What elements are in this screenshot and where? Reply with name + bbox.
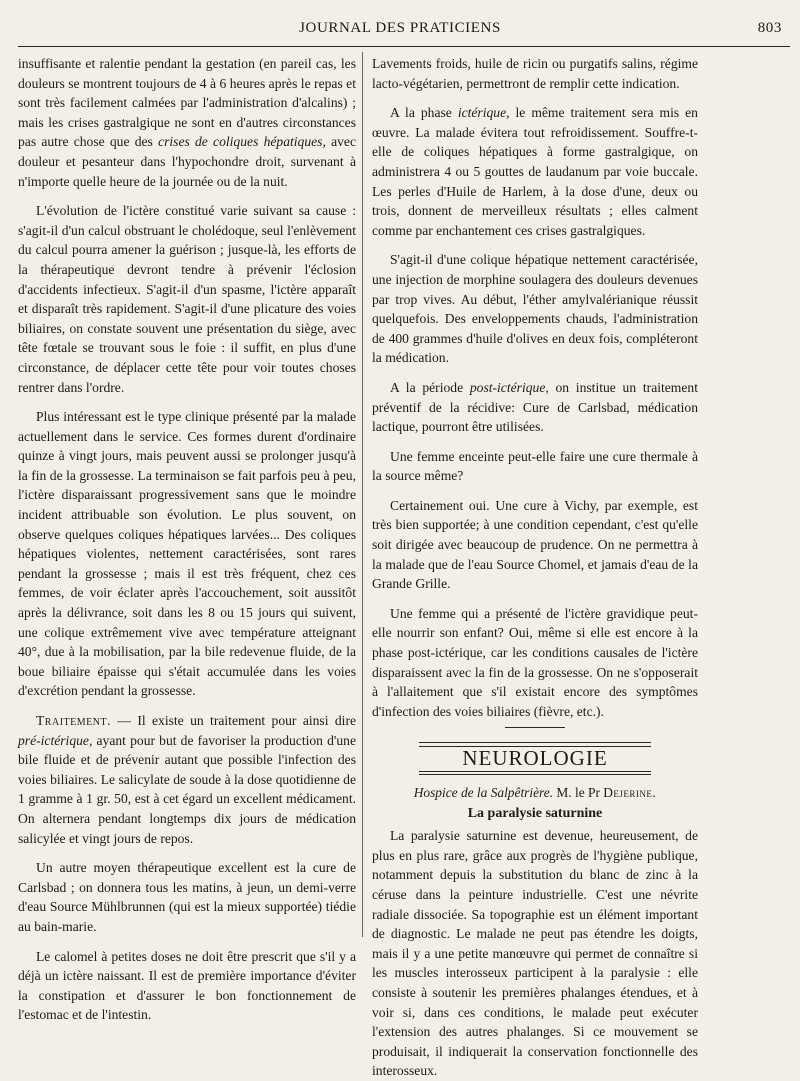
- right-column: [372, 54, 698, 1081]
- article-title: La paralysie saturnine: [467, 805, 603, 821]
- treatment-paragraph: Traitement. — Il existe un traitement pour ainsi dire pré-ictérique, ayant pour but de favoriser la production d'une bile fluide et de prévenir autant que possible l'infection des voies biliaires. Le salicylate de soude à la dose quotidienne de 1 gramme à 1 gr. 50, est à cet égard un excellent médicament. On alternera pendant longtemps dix jours de médication salicylée et vingt jours de repos.: [18, 713, 356, 846]
- paragraph: A la période post-ictérique, on institue un traitement préventif de la récidive: Cure de Carlsbad, médication lactique, pourront être utilisées.: [372, 379, 698, 435]
- running-header: [0, 18, 800, 46]
- journal-title: JOURNAL DES PRATICIENS: [299, 20, 501, 36]
- paragraph: Plus intéressant est le type clinique présenté par la malade actuellement dans le service. Ces formes durent d'ordinaire quinze à vingt jours, mais peuvent aussi se prolonger jusqu'à la fin de la grossesse. La terminaison se fait parfois peu à peu, l'ictère disparaissant progressivement sans que le moindre incident attribuable son évolution. Le plus souvent, on observe quelques coliques hépatiques larvées... Des coliques hépatiques violentes, nettement caractérisées, sont rares pendant la grossesse ; mais il est très fréquent, chez ces femmes, de voir éclater après l'accouchement, soit aussitôt après la délivrance, soit dans les 8 ou 15 jours qui suivent, une colique extrêmement vive avec température atteignant 40°, due à la mobilisation, par la bile redevenue fluide, de la boue biliaire épaisse qui s'était accumulée dans les voies d'excrétion pendant la grossesse.: [18, 409, 356, 699]
- paragraph: S'agit-il d'une colique hépatique nettement caractérisée, une injection de morphine soulagera des douleurs devenues par trop vives. Au début, l'éther amylvalérianique réussit quelquefois. Des enveloppements chauds, l'administration de 400 grammes d'huile d'olives en deux fois, compléteront la médication.: [372, 252, 698, 366]
- paragraph: L'évolution de l'ictère constitué varie suivant sa cause : s'agit-il d'un calcul obstruant le cholédoque, seul l'enlèvement du calcul pourra amener la guérison ; jusque-là, les efforts de la thérapeutique devront tendre à prévenir l'éclosion d'accidents infectieux. S'agit-il d'un spasme, l'ictère apparaît et disparaît très rapidement. S'agit-il d'une plicature des voies biliaires, on constate souvent une présentation du siège, avec tête fœtale se trouvant sous le foie : il suffit, en plus d'une circonstance, de déplacer cette tête pour voir toutes choses rentrer dans l'ordre.: [18, 203, 356, 395]
- paragraph: A la phase ictérique, le même traitement sera mis en œuvre. La malade évitera tout refroidissement. Souffre-t-elle de coliques hépatiques à forme gastralgique, on administrera 4 ou 5 gouttes de laudanum par voie buccale. Les perles d'Huile de Harlem, à la dose d'une, deux ou trois, donnent de merveilleux résultats ; elles calment comme par enchantement ces crises gastralgiques.: [372, 105, 698, 238]
- paragraph: insuffisante et ralentie pendant la gestation (en pareil cas, les douleurs se montrent toujours de 4 à 6 heures après le repas et sont très facilement calmées par l'administration d'alcalins) ; mais les crises gastralgique ne sont en d'autres circonstances pas autre chose que des crises de coliques hépatiques, avec douleur et pesanteur dans l'hypochondre droit, survenant à n'importe quelle heure de la journée ou de la nuit.: [18, 56, 356, 189]
- header-rule: [18, 46, 790, 47]
- hospice-line: Hospice de la Salpêtrière. M. le Pr Dejerine.: [413, 785, 657, 800]
- section-title: NEUROLOGIE: [419, 746, 651, 772]
- paragraph: Un autre moyen thérapeutique excellent est la cure de Carlsbad ; on donnera tous les matins, à jeun, un demi-verre d'eau Source Mühlbrunnen (qui est la mieux supportée) tiédie au bain-marie.: [18, 860, 356, 934]
- left-column: [18, 54, 356, 1025]
- page-number: 803: [757, 20, 782, 36]
- section-separator: [505, 727, 565, 728]
- paragraph: Une femme enceinte peut-elle faire une cure thermale à la source même?: [372, 448, 698, 484]
- author-name: Dejerine.: [603, 785, 657, 800]
- section-heading-box: [419, 742, 651, 775]
- paragraph: Certainement oui. Une cure à Vichy, par exemple, est très bien supportée; à une condition cependant, c'est qu'elle soit dirigée avec beaucoup de prudence. On ne permettra à la malade que de l'eau Source Chomel, et jamais d'eau de la Grande Grille.: [372, 497, 698, 592]
- column-divider: [362, 52, 363, 937]
- paragraph: Lavements froids, huile de ricin ou purgatifs salins, régime lacto-végétarien, permettront de remplir cette indication.: [372, 56, 698, 91]
- treatment-label: Traitement.: [36, 713, 111, 728]
- paragraph: Le calomel à petites doses ne doit être prescrit que s'il y a déjà un ictère naissant. Il est de première importance d'éviter la constipation et d'assurer le bon fonctionnement de l'estomac et de l'intestin.: [18, 948, 356, 1023]
- paragraph: Une femme qui a présenté de l'ictère gravidique peut-elle nourrir son enfant? Oui, même si elle est encore à la phase post-ictérique, car les conditions causales de l'ictère disparaissent avec la fin de la grossesse. On ne s'opposerait à l'allaitement que s'il existait encore des symptômes d'infection des voies biliaires (fièvre, etc.).: [372, 605, 698, 719]
- paragraph: La paralysie saturnine est devenue, heureusement, de plus en plus rare, grâce aux progrès de l'hygiène publique, notamment depuis la substitution du blanc de zinc à la céruse dans la peinture industrielle. C'est une névrite radiale dissociée. Sa topographie est un élément important de diagnostic. Le malade ne peut pas étendre les doigts, mais il y a une petite manœuvre qui permet de connaître si les muscles interosseux participent à la paralysie : elle consiste à soutenir les premières phalanges étendues, et à voir si, dans ces conditions, le malade peut exécuter l'extension des autres phalanges. Si ce mouvement se produisait, il indiquerait la conservation fonctionnelle des interosseux.: [372, 828, 698, 1079]
